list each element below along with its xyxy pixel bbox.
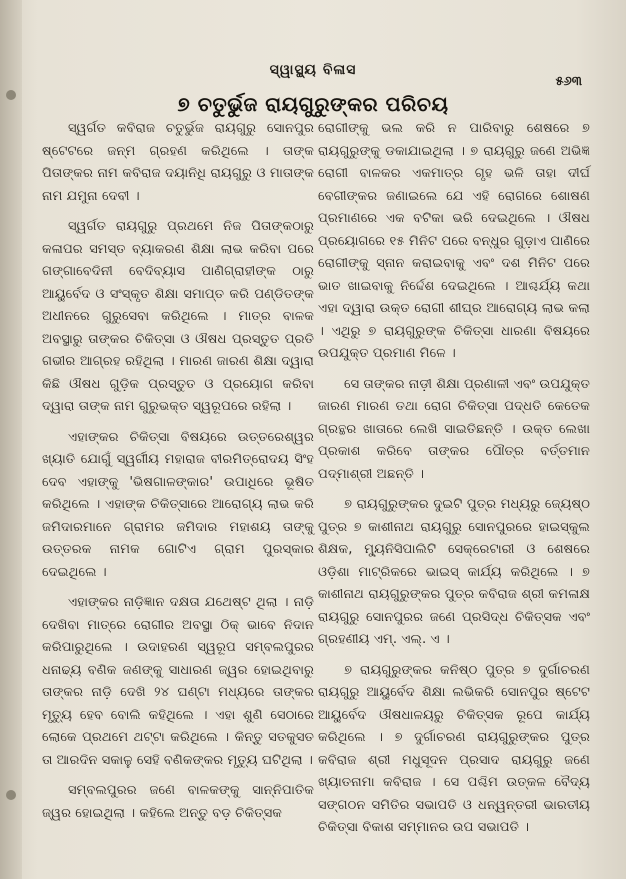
paragraph: ୭ ରାୟଗୁରୁଙ୍କର ଦୁଇଟି ପୁତ୍ର ମଧ୍ୟରୁ ଜ୍ୟେଷ୍ଠ ପୁତ୍ର ୭ କାଶୀନାଥ ରାୟଗୁରୁ ସୋନପୁରରେ ହାଇସ୍କୁଲ ଶିକ୍ଷକ, ମ୍ୟୁନିସିପାଲିଟି ସେକ୍ରେଟାରୀ ଓ ଶେଷରେ ଓଡ଼ିଶା ମାଟ୍ରିକରେ ଭାଇସ୍ କାର୍ଯ୍ୟ କରିଥିଲେ । ୭ କାଶୀନାଥ ରାୟଗୁରୁଙ୍କର ପୁତ୍ର କବିରାଜ ଶ୍ରୀ କମଳାକ୍ଷ ରାୟଗୁରୁ ସୋନପୁରର ଜଣେ ପ୍ରସିଦ୍ଧ ଚିକିତ୍ସକ ଏବଂ ଗ୍ରହଣୀୟ ଏମ୍. ଏଲ୍. ଏ । — [318, 497, 590, 647]
paragraph: ସ୍ୱର୍ଗତ ରାୟଗୁରୁ ପ୍ରଥମେ ନିଜ ପିତାଙ୍କଠାରୁ କଳାପର ସମସ୍ତ ବ୍ୟାକରଣ ଶିକ୍ଷା ଲାଭ କରିବା ପରେ ଗଙ୍ଗାବେଦିନୀ ବେଦିବ୍ୟାସ ପାଣିଗ୍ରାହୀଙ୍କ ଠାରୁ ଆୟୁର୍ବେଦ ଓ ସଂସ୍କୃତ ଶିକ୍ଷା ସମାପ୍ତ କରି ପଣ୍ଡିତଙ୍କ ଅଧୀନରେ ଗୁରୁସେବା କରିଥିଲେ । ମାତ୍ର ବାଳକ ଅବସ୍ଥାରୁ ତାଙ୍କର ଚିକିତ୍ସା ଓ ଔଷଧ ପ୍ରସ୍ତୁତ ପ୍ରତି ଗଭୀର ଆଗ୍ରହ ରହିଥିଲା । ମାରଣ ଜାରଣ ଶିକ୍ଷା ଦ୍ୱାରା କିଛି ଔଷଧ ଗୁଡ଼ିକ ପ୍ରସ୍ତୁତ ଓ ପ୍ରୟୋଗ କରିବା ଦ୍ୱାରା ତାଙ୍କ ନାମ ଗୁରୁଭକ୍ତ ସ୍ୱରୂପରେ ରହିଲା । — [42, 219, 314, 414]
paragraph: ୭ ରାୟଗୁରୁଙ୍କର କନିଷ୍ଠ ପୁତ୍ର ୭ ଦୁର୍ଗାଚରଣ ରାୟଗୁରୁ ଆୟୁର୍ବେଦ ଶିକ୍ଷା ଲଭିକରି ସୋନପୁର ଷ୍ଟେଟ ଆୟୁର୍ବେଦ ଔଷଧାଳୟରୁ ଚିକିତ୍ସକ ରୂପେ କାର୍ଯ୍ୟ କରିଥିଲେ । ୭ ଦୁର୍ଗାଚରଣ ରାୟଗୁରୁଙ୍କର ପୁତ୍ର କବିରାଜ ଶ୍ରୀ ମଧୁସୂଦନ ପ୍ରସାଦ ରାୟଗୁରୁ ଜଣେ ଖ୍ୟାତନାମା କବିରାଜ । ସେ ପଶ୍ଚିମ ଉତ୍କଳ ବୈଦ୍ୟ ସଙ୍ଗଠନ ସମିତିର ସଭାପତି ଓ ଧନ୍ୱନ୍ତରୀ ଭାରତୀୟ ଚିକିତ୍ସା ବିକାଶ ସମ୍ମାନର ଉପ ସଭାପତି । — [318, 662, 590, 835]
left-column — [42, 118, 314, 825]
article-title: ୭ ଚତୁର୍ଭୁଜ ରାୟଗୁରୁଙ୍କର ପରିଚୟ — [177, 92, 449, 116]
paragraph: ସ୍ୱର୍ଗତ କବିରାଜ ଚତୁର୍ଭୁଜ ରାୟଗୁରୁ ସୋନପୁର ଷ୍ଟେଟରେ ଜନ୍ମ ଗ୍ରହଣ କରିଥିଲେ । ତାଙ୍କ ପିତାଙ୍କର ନାମ କବିରାଜ ଦୟାନିଧି ରାୟଗୁରୁ ଓ ମାତାଙ୍କ ନାମ ଯମୁନା ଦେବୀ । — [42, 121, 314, 204]
paragraph: ସମ୍ବଲପୁରର ଜଣେ ବାଳକଙ୍କୁ ସାନ୍ନିପାତିକ ଜ୍ୱର ହୋଇଥିଲା । କହିଲେ ଅନ୍ତୁ ବଡ଼ ଚିକିତ୍ସକ — [42, 783, 314, 821]
right-column — [318, 118, 590, 840]
paragraph: ଏହାଙ୍କର ନାଡ଼ିଜ୍ଞାନ ଦକ୍ଷତା ଯଥେଷ୍ଟ ଥିଲା । ନାଡ଼ି ଦେଖିବା ମାତ୍ରେ ରୋଗୀର ଅବସ୍ଥା ଠିକ୍ ଭାବେ ନିଦାନ କରିପାରୁଥିଲେ । ଉଦାହରଣ ସ୍ୱରୂପ ସମ୍ବଲପୁରର ଧନାଢ୍ୟ ବଣିକ ଜଣଙ୍କୁ ସାଧାରଣ ଜ୍ୱର ହୋଇଥିବାରୁ ତାଙ୍କର ନାଡ଼ି ଦେଖି ୨୪ ଘଣ୍ଟା ମଧ୍ୟରେ ତାଙ୍କର ମୃତ୍ୟୁ ହେବ ବୋଲି କହିଥିଲେ । ଏହା ଶୁଣି ସେଠାରେ ଲୋକେ ପ୍ରଥମେ ଥଟ୍ଟା କରିଥିଲେ । କିନ୍ତୁ ସତକୁସତ ତା ଆରଦିନ ସକାଳୁ ସେହି ବଣିକଙ୍କର ମୃତ୍ୟୁ ଘଟିଥିଲା । — [42, 595, 314, 768]
binding-hole — [6, 790, 16, 800]
page-gutter — [0, 0, 22, 879]
running-head: ସ୍ୱାସ୍ଥ୍ୟ ବିଳାସ — [269, 62, 357, 78]
page-number: ୫୬୩ — [555, 74, 582, 89]
paragraph: ସେ ତାଙ୍କର ନାଡ଼ୀ ଶିକ୍ଷା ପ୍ରଣାଳୀ ଏବଂ ଉପଯୁକ୍ତ ଜାରଣ ମାରଣ ତଥା ରୋଗ ଚିକିତ୍ସା ପଦ୍ଧତି କେତେକ ଗ୍ରନ୍ଥର ଖାତାରେ ଲେଖି ସାଇତିଛନ୍ତି । ଉକ୍ତ ଲେଖା ପ୍ରକାଶ କରିବେ ତାଙ୍କର ପୌତ୍ର ବର୍ତ୍ତମାନ ପଦ୍ମାଶ୍ରୀ ଅଛନ୍ତି । — [318, 376, 590, 482]
paragraph: ରୋଗୀଙ୍କୁ ଭଲ କରି ନ ପାରିବାରୁ ଶେଷରେ ୭ ରାୟଗୁରୁଙ୍କୁ ଡକାଯାଇଥିଲା । ୭ ରାୟଗୁରୁ ଜଣେ ଅଭିଜ୍ଞ ରୋଗୀ ବାଳକର ଏକମାତ୍ର ଗୃହ ଭଳି ତାହା ଦୀର୍ଘ ବେଗୀଙ୍କର ଜଣାଇଲେ ଯେ ଏହି ରୋଗରେ ଶୋଷଣ ପ୍ରମାଣରେ ଏକ ବଟିକା ଭରି ଦେଇଥିଲେ । ଔଷଧ ପ୍ରୟୋଗରେ ୧୫ ମିନିଟ ପରେ ବନ୍ଧୁର ଗୁଡ଼ାଏ ପାଣିରେ ରୋଗୀଙ୍କୁ ସ୍ନାନ କରାଇବାକୁ ଏବଂ ଦଶ ମିନିଟ ପରେ ଭାତ ଖାଇବାକୁ ନିର୍ଦ୍ଦେଶ ଦେଇଥିଲେ । ଆଶ୍ଚର୍ଯ୍ୟ କଥା ଏହା ଦ୍ୱାରା ଉକ୍ତ ରୋଗୀ ଶୀଘ୍ର ଆରୋଗ୍ୟ ଲାଭ କଲା । ଏଥିରୁ ୭ ରାୟଗୁରୁଙ୍କ ଚିକିତ୍ସା ଧାରଣା ବିଷୟରେ ଉପଯୁକ୍ତ ପ୍ରମାଣ ମିଳେ । — [318, 121, 590, 361]
paragraph: ଏହାଙ୍କର ଚିକିତ୍ସା ବିଷୟରେ ଉତ୍ତରେଶ୍ୱର ଖ୍ୟାତି ଯୋଗୁଁ ସ୍ୱର୍ଗୀୟ ମହାରାଜ ବୀରମିତ୍ରୋଦୟ ସିଂହ ଦେବ ଏହାଙ୍କୁ 'ଭିଷଗାଳଙ୍କାର' ଉପାଧିରେ ଭୂଷିତ କରିଥିଲେ । ଏହାଙ୍କ ଚିକିତ୍ସାରେ ଆରୋଗ୍ୟ ଲାଭ କରି ଜମିଦାରମାନେ ଗ୍ରାମର ଜମିଦାର ମହାଶୟ ତାଙ୍କୁ ଉତ୍ତରକ ନାମକ ଗୋଟିଏ ଗ୍ରାମ ପୁରସ୍କାର ଦେଇଥିଲେ । — [42, 429, 314, 580]
